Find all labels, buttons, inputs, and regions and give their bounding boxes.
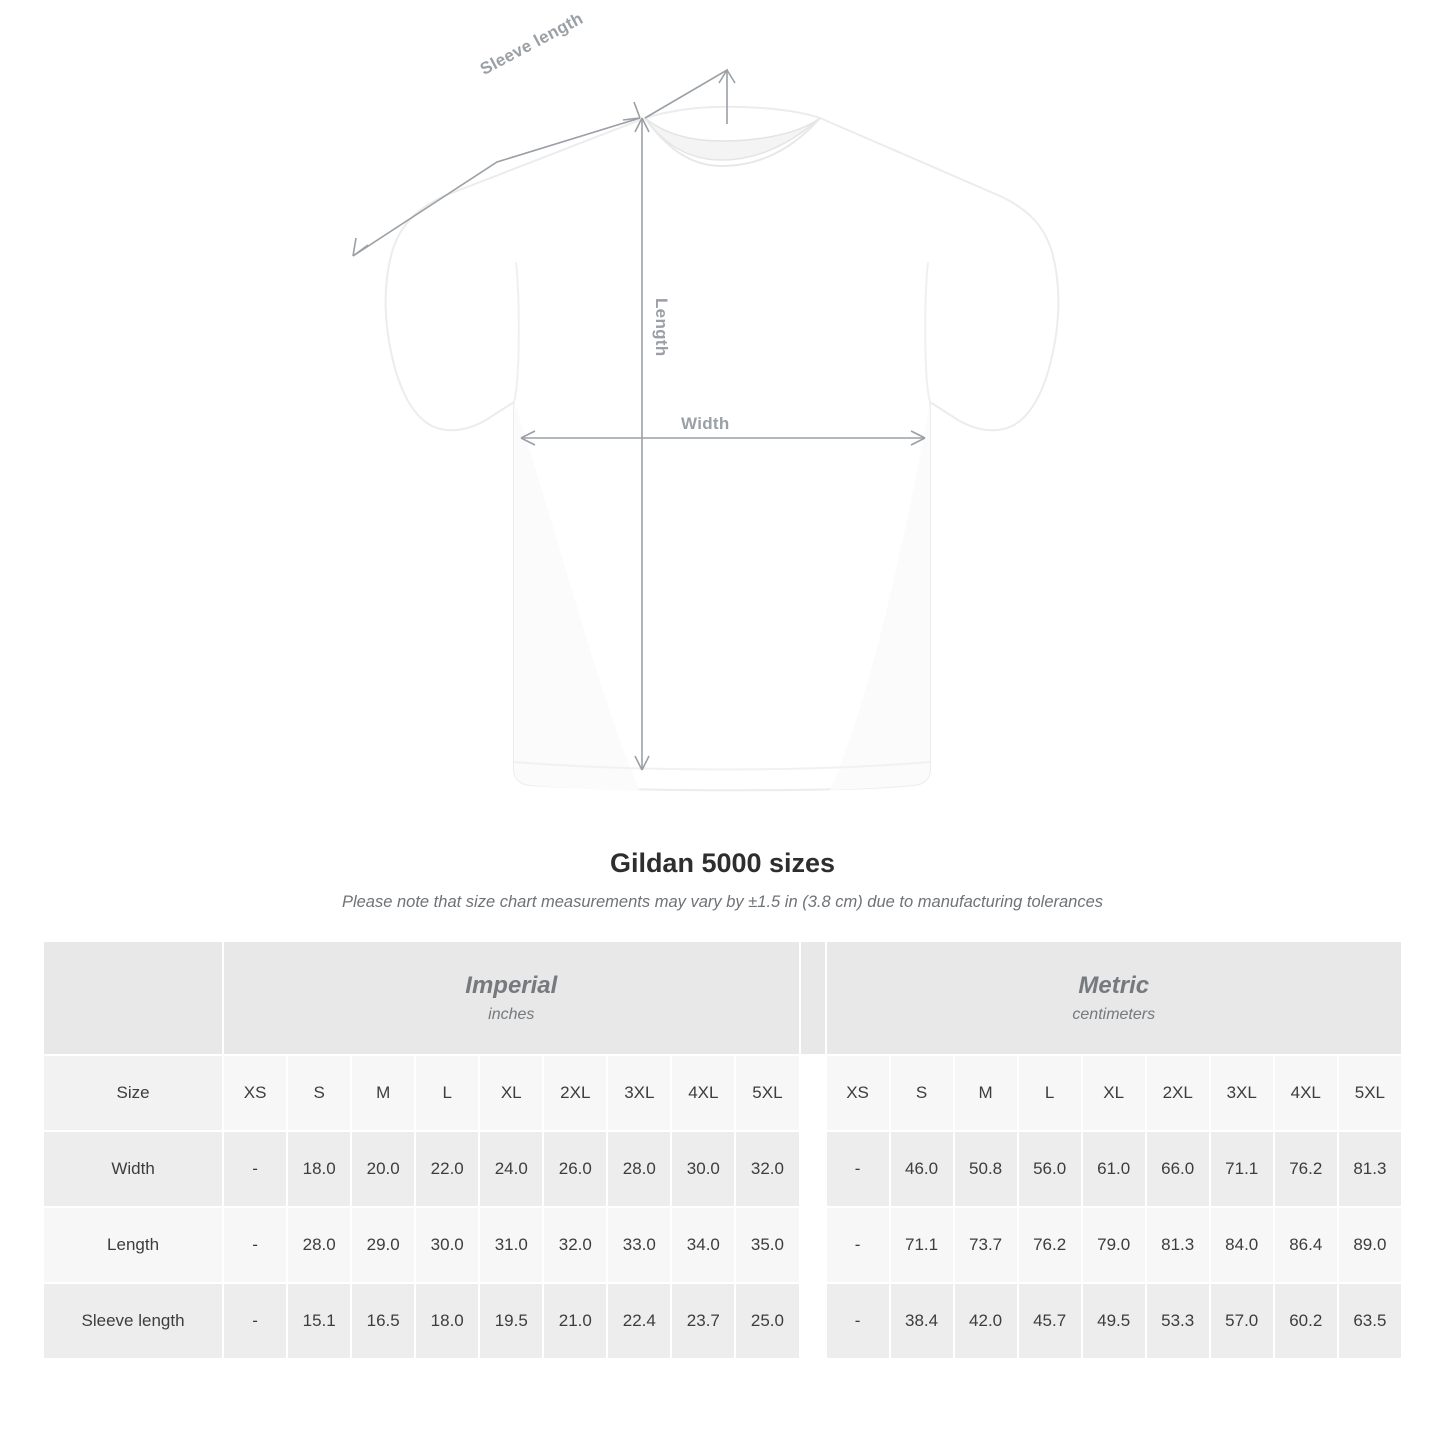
- sleeve-metric-5xl: 63.5: [1338, 1283, 1402, 1359]
- width-metric-3xl: 71.1: [1210, 1131, 1274, 1207]
- length-metric-s: 71.1: [890, 1207, 954, 1283]
- sleeve-imperial-3xl: 22.4: [607, 1283, 671, 1359]
- length-metric-xs: -: [826, 1207, 890, 1283]
- header-metric-l: L: [1018, 1055, 1082, 1131]
- length-imperial-3xl: 33.0: [607, 1207, 671, 1283]
- width-metric-l: 56.0: [1018, 1131, 1082, 1207]
- page-title: Gildan 5000 sizes: [609, 848, 836, 878]
- row-label-length: Length: [43, 1207, 223, 1283]
- sleeve-imperial-4xl: 23.7: [671, 1283, 735, 1359]
- sleeve-imperial-5xl: 25.0: [735, 1283, 799, 1359]
- sleeve-metric-4xl: 60.2: [1274, 1283, 1338, 1359]
- metric-label: Metric: [1078, 971, 1150, 999]
- header-imperial-4xl: 4XL: [671, 1055, 735, 1131]
- tshirt-shape: [386, 107, 1059, 791]
- imperial-banner: [223, 941, 799, 1055]
- sleeve-metric-xl: 49.5: [1082, 1283, 1146, 1359]
- size-header-row: [43, 1055, 1402, 1131]
- chart-heading: [0, 848, 1445, 912]
- width-imperial-s: 18.0: [287, 1131, 351, 1207]
- width-imperial-4xl: 30.0: [671, 1131, 735, 1207]
- header-imperial-3xl: 3XL: [607, 1055, 671, 1131]
- length-metric-2xl: 81.3: [1146, 1207, 1210, 1283]
- length-metric-3xl: 84.0: [1210, 1207, 1274, 1283]
- length-imperial-4xl: 34.0: [671, 1207, 735, 1283]
- sleeve-imperial-xs: -: [223, 1283, 287, 1359]
- width-imperial-m: 20.0: [351, 1131, 415, 1207]
- table-row-width: [43, 1131, 1402, 1207]
- column-gap: [800, 1055, 826, 1131]
- sleeve-imperial-m: 16.5: [351, 1283, 415, 1359]
- length-dimension-label: Length: [652, 298, 671, 357]
- length-imperial-m: 29.0: [351, 1207, 415, 1283]
- sleeve-metric-3xl: 57.0: [1210, 1283, 1274, 1359]
- length-metric-4xl: 86.4: [1274, 1207, 1338, 1283]
- tolerance-note: Please note that size chart measurements may vary by ±1.5 in (3.8 cm) due to manufacturing tolerances: [341, 893, 1104, 911]
- width-metric-4xl: 76.2: [1274, 1131, 1338, 1207]
- width-imperial-2xl: 26.0: [543, 1131, 607, 1207]
- table-row-sleeve-length: [43, 1283, 1402, 1359]
- metric-unit: centimeters: [1072, 1006, 1156, 1024]
- length-imperial-l: 30.0: [415, 1207, 479, 1283]
- header-metric-2xl: 2XL: [1146, 1055, 1210, 1131]
- header-metric-xs: XS: [826, 1055, 890, 1131]
- width-metric-5xl: 81.3: [1338, 1131, 1402, 1207]
- sleeve-metric-s: 38.4: [890, 1283, 954, 1359]
- sleeve-imperial-l: 18.0: [415, 1283, 479, 1359]
- size-table-wrapper: [42, 940, 1403, 1360]
- sleeve-imperial-s: 15.1: [287, 1283, 351, 1359]
- header-imperial-2xl: 2XL: [543, 1055, 607, 1131]
- column-gap: [800, 1131, 826, 1207]
- row-label-sleeve-length: Sleeve length: [43, 1283, 223, 1359]
- width-imperial-xs: -: [223, 1131, 287, 1207]
- imperial-unit: inches: [488, 1006, 535, 1024]
- header-metric-m: M: [954, 1055, 1018, 1131]
- unit-banner-gap: [800, 941, 826, 1055]
- column-gap: [800, 1283, 826, 1359]
- header-metric-4xl: 4XL: [1274, 1055, 1338, 1131]
- width-dimension-label: Width: [681, 414, 730, 433]
- size-chart-table: [42, 940, 1403, 1360]
- imperial-label: Imperial: [465, 971, 558, 999]
- header-imperial-s: S: [287, 1055, 351, 1131]
- sleeve-length-dimension-label: Sleeve length: [477, 8, 587, 79]
- size-header-label: Size: [43, 1055, 223, 1131]
- width-metric-2xl: 66.0: [1146, 1131, 1210, 1207]
- width-imperial-l: 22.0: [415, 1131, 479, 1207]
- header-imperial-m: M: [351, 1055, 415, 1131]
- length-imperial-xs: -: [223, 1207, 287, 1283]
- width-metric-s: 46.0: [890, 1131, 954, 1207]
- length-imperial-s: 28.0: [287, 1207, 351, 1283]
- column-gap: [800, 1207, 826, 1283]
- sleeve-metric-m: 42.0: [954, 1283, 1018, 1359]
- unit-banner-spacer: [43, 941, 223, 1055]
- width-metric-xl: 61.0: [1082, 1131, 1146, 1207]
- header-imperial-l: L: [415, 1055, 479, 1131]
- header-imperial-xl: XL: [479, 1055, 543, 1131]
- width-metric-xs: -: [826, 1131, 890, 1207]
- length-metric-5xl: 89.0: [1338, 1207, 1402, 1283]
- sleeve-metric-l: 45.7: [1018, 1283, 1082, 1359]
- row-label-width: Width: [43, 1131, 223, 1207]
- width-metric-m: 50.8: [954, 1131, 1018, 1207]
- length-imperial-5xl: 35.0: [735, 1207, 799, 1283]
- sleeve-imperial-2xl: 21.0: [543, 1283, 607, 1359]
- length-metric-xl: 79.0: [1082, 1207, 1146, 1283]
- width-imperial-5xl: 32.0: [735, 1131, 799, 1207]
- header-metric-s: S: [890, 1055, 954, 1131]
- header-metric-xl: XL: [1082, 1055, 1146, 1131]
- sleeve-metric-2xl: 53.3: [1146, 1283, 1210, 1359]
- length-imperial-xl: 31.0: [479, 1207, 543, 1283]
- header-imperial-xs: XS: [223, 1055, 287, 1131]
- header-metric-5xl: 5XL: [1338, 1055, 1402, 1131]
- width-imperial-xl: 24.0: [479, 1131, 543, 1207]
- length-imperial-2xl: 32.0: [543, 1207, 607, 1283]
- length-metric-m: 73.7: [954, 1207, 1018, 1283]
- length-metric-l: 76.2: [1018, 1207, 1082, 1283]
- header-imperial-5xl: 5XL: [735, 1055, 799, 1131]
- unit-banner-row: [43, 941, 1402, 1055]
- sleeve-metric-xs: -: [826, 1283, 890, 1359]
- header-metric-3xl: 3XL: [1210, 1055, 1274, 1131]
- sleeve-imperial-xl: 19.5: [479, 1283, 543, 1359]
- metric-banner: [826, 941, 1402, 1055]
- table-row-length: [43, 1207, 1402, 1283]
- width-imperial-3xl: 28.0: [607, 1131, 671, 1207]
